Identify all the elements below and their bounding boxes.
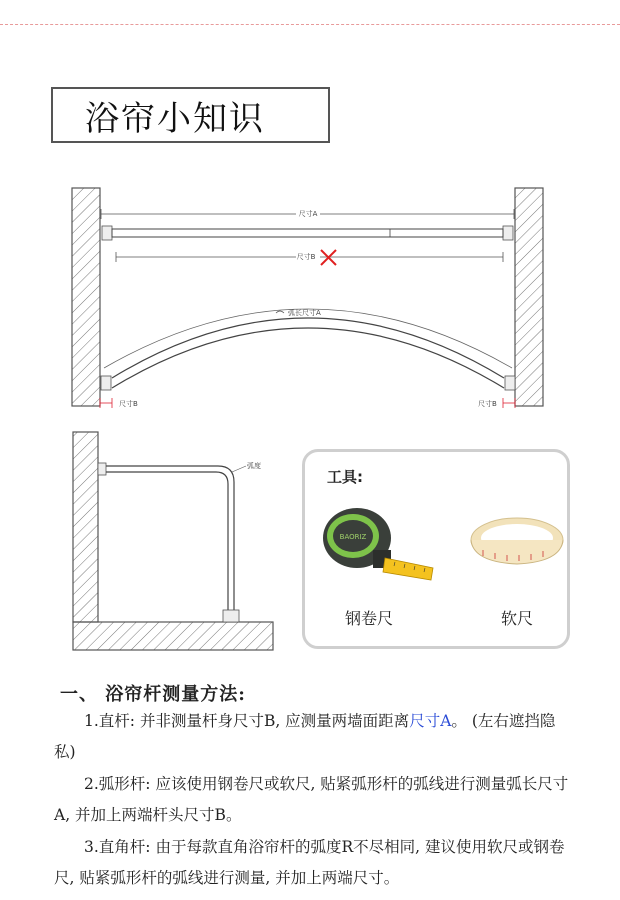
curved-end-left: [101, 376, 111, 390]
curved-end-right: [505, 376, 515, 390]
left-wall: [72, 188, 100, 406]
corner-rod-outer: [106, 466, 234, 612]
paragraph-curved-rod: 2.弧形杆: 应该使用钢卷尺或软尺, 贴紧弧形杆的弧线进行测量弧长尺寸A, 并加上两端杆头尺寸B。: [54, 775, 569, 824]
rod-end-right: [503, 226, 513, 240]
l-wall-floor: [73, 622, 273, 650]
straight-rod: [112, 229, 503, 237]
p1-lead: 1.直杆: 并非测量杆身尺寸B, 应测量两墙面距离: [84, 712, 410, 730]
corner-rod-mount: [98, 463, 106, 475]
corner-label: 弧度: [247, 462, 261, 470]
curved-rod-bottom: [112, 328, 504, 388]
tape-measure-label: 钢卷尺: [345, 609, 394, 628]
size-a-label: 尺寸A: [298, 210, 318, 218]
page-title: 浴帘小知识: [85, 98, 265, 139]
end-b-left-label: 尺寸B: [119, 400, 138, 408]
l-wall-vertical: [73, 432, 98, 622]
end-b-right-label: 尺寸B: [478, 400, 497, 408]
tools-card: [302, 449, 570, 649]
tape-brand: BAORIZ: [339, 533, 367, 541]
soft-tape-label: 软尺: [501, 609, 534, 628]
corner-rod-inner: [106, 472, 228, 612]
soft-tape-icon: [471, 518, 563, 564]
arc-size-label: 弧长尺寸A: [288, 309, 321, 317]
corner-rod-foot: [223, 610, 239, 622]
size-b-label: 尺寸B: [296, 253, 316, 261]
curved-rod-top: [112, 318, 504, 378]
p1-size-a: 尺寸A: [409, 712, 452, 730]
tools-heading: 工具:: [327, 468, 363, 486]
paragraph-corner-rod: 3.直角杆: 由于每款直角浴帘杆的弧度R不尽相同, 建议使用软尺或钢卷尺, 贴紧弧形杆的弧线进行测量, 并加上两端尺寸。: [54, 838, 565, 887]
section-heading: 一、 浴帘杆测量方法:: [60, 684, 246, 705]
right-wall: [515, 188, 543, 406]
rod-end-left: [102, 226, 112, 240]
p1-tail: 。 (左右遮挡隐私): [54, 712, 556, 761]
cross-icon: [321, 250, 336, 265]
tape-measure-icon: [323, 508, 433, 580]
paragraph-straight-rod: [54, 706, 574, 768]
